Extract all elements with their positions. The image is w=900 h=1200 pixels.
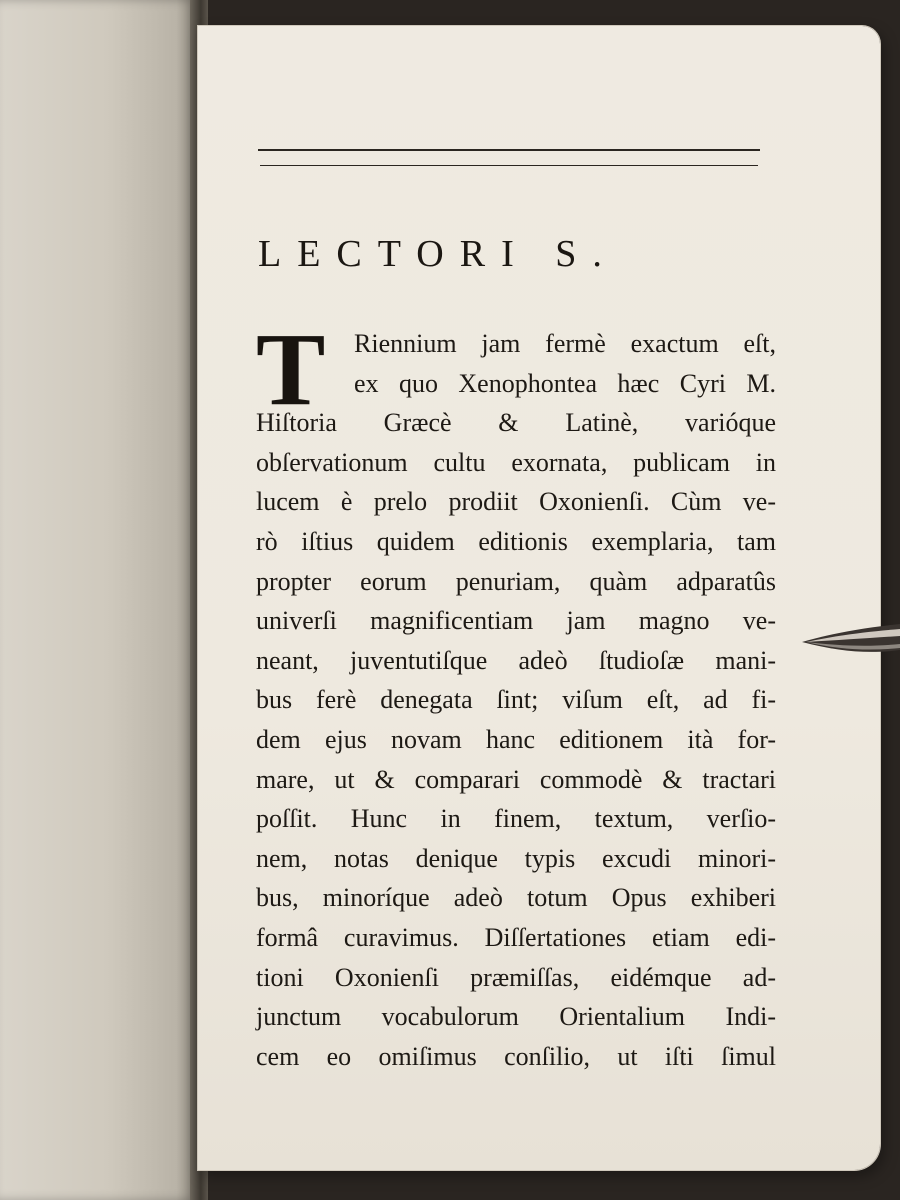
text-line: propter eorum penuriam, quàm adparatûs [256,566,776,596]
text-line: dem ejus novam hanc editionem ità for- [256,724,776,754]
text-line: nem, notas denique typis excudi minori- [256,843,776,873]
text-line: cem eo omiſimus conſilio, ut iſti ſimul [256,1041,776,1071]
book-page [198,26,880,1170]
top-rule-thick [258,149,760,151]
drop-cap: T [256,312,326,427]
text-line: neant, juventutiſque adeò ſtudioſæ mani- [256,645,776,675]
text-line: mare, ut & comparari commodè & tractari [256,764,776,794]
text-line: formâ curavimus. Diſſertationes etiam edi- [256,922,776,952]
top-rule-thin [260,165,758,166]
text-line: obſervationum cultu exornata, publicam in [256,447,776,477]
text-line: Riennium jam fermè exactum eſt, [354,329,776,358]
text-line: tioni Oxonienſi præmiſſas, eidémque ad- [256,962,776,992]
text-line: univerſi magnificentiam jam magno ve- [256,606,776,636]
text-line: rò iſtius quidem editionis exemplaria, tam [256,526,776,556]
text-line: lucem è prelo prodiit Oxonienſi. Cùm ve- [256,487,776,517]
text-line: ex quo Xenophontea hæc Cyri M. [354,368,776,398]
left-page [0,0,196,1200]
text-line: bus ferè denegata ſint; viſum eſt, ad fi- [256,685,776,715]
text-line: Hiſtoria Græcè & Latinè, varióque [256,408,776,438]
page-heading: LECTORI S. [258,233,618,275]
text-line: bus, minoríque adeò totum Opus exhiberi [256,883,776,913]
text-line: poſſit. Hunc in finem, textum, verſio- [256,804,776,834]
text-line: junctum vocabulorum Orientalium Indi- [256,1002,776,1032]
page-knife [800,620,900,662]
body-text [256,312,776,1076]
